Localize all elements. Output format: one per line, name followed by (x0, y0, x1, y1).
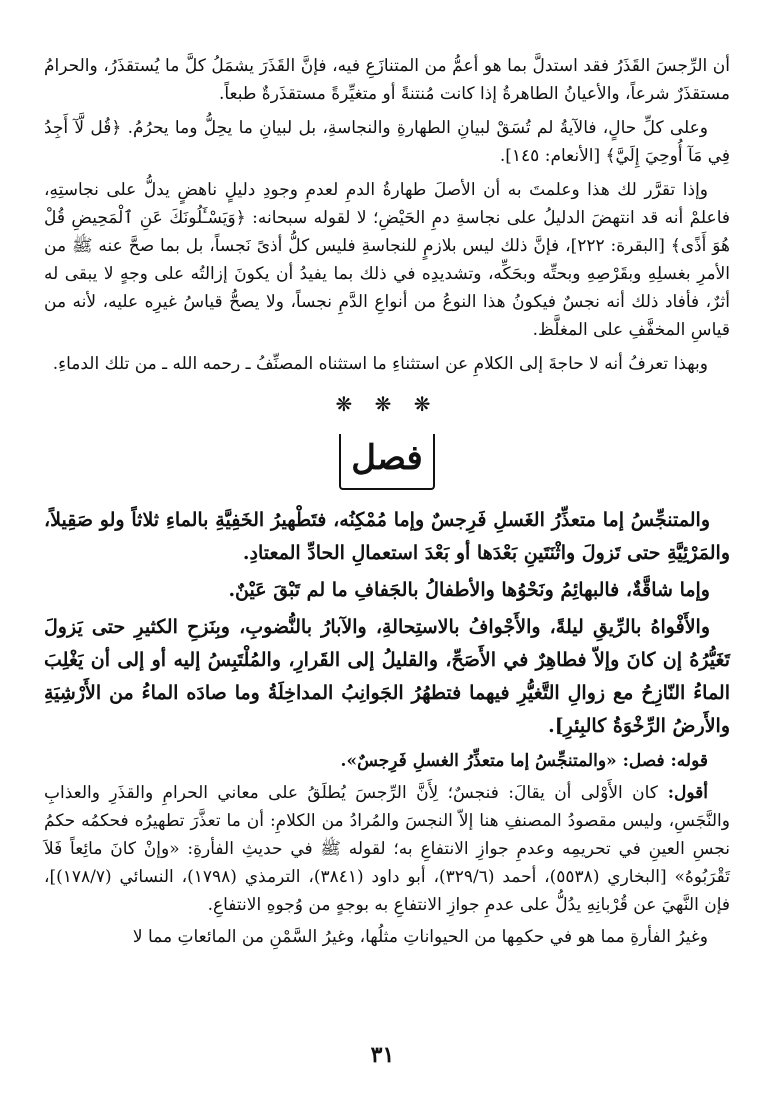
aqul-label: أقول: (657, 783, 708, 803)
qawl-paragraph (44, 747, 730, 775)
matn-paragraph-3: والأَفْواهُ بالرِّيقِ ليلةً، والأَجْوافُ بالاستِحالةِ، والآبارُ بالنُّضوبِ، وبِنَزحِ الكثيرِ حتى يَزولَ تَغَيُّرُهُ إن كانَ وإلاّ فطاهِرٌ في الأَصَحِّ، والقليلُ إلى القَرارِ، والمُلْتَبِسُ إليه أو إلى أن يَغْلِبَ الماءُ النّازِحُ مع زوالِ التَّغيُّرِ فيهما فتطهُرُ الجَوانِبُ المداخِلَةُ وما صادَه الماءُ من الأَرْشِيَةِ والأَرضُ الرِّخْوَةُ كالبِئرِ]. (44, 616, 730, 737)
paragraph-4: وبهذا تعرفُ أنه لا حاجةَ إلى الكلامِ عن استثناءِ ما استثناه المصنِّفُ ـ رحمه الله ـ من تلك الدماءِ. (52, 354, 708, 374)
matn-paragraph-2: وإما شاقَّةٌ، فالبهائِمُ ونَحْوُها والأطفالُ بالجَفافِ ما لم تَبْقَ عَيْنٌ. (228, 579, 710, 601)
page-number: ٣١ (370, 1042, 395, 1068)
ornament-divider: ❋ ❋ ❋ (335, 392, 439, 416)
matn-paragraph-1: والمتنجِّسُ إما متعذِّرُ الغَسلِ فَرِجسٌ وإما مُمْكِنُه، فتَطْهيرُ الخَفِيَّةِ بالماءِ ثلاثاً ولو صَقِيلاً، والمَرْئِيَّةِ حتى تَزولَ واثْنَتَينِ بَعْدَها أو بَعْدَ استعمالِ الحادِّ المعتادِ. (44, 509, 730, 564)
section-heading: فصل (339, 434, 435, 490)
section-heading-wrap (44, 434, 730, 490)
page-body (44, 52, 730, 951)
paragraph-3: وإذا تقرَّر لك هذا وعلمتَ به أن الأصلَ طهارةُ الدمِ لعدمِ وجودِ دليلٍ ناهضٍ يدلُّ على نجاستِهِ، فاعلمْ أنه قد انتهضَ الدليلُ على نجاسةِ دمِ الحَيْضِ؛ لا لقوله سبحانه: ﴿وَيَسْـَٔلُونَكَ عَنِ ٱلْمَحِيضِ قُلْ هُوَ أَذًى﴾ [البقرة: ٢٢٢]، فإنَّ ذلك ليس بلازمٍ للنجاسةِ فليس كلُّ أذىً نَجساً، بل بما صحَّ عنه ﷺ من الأمرِ بغسلِهِ وبقَرْصِهِ وبحتِّه وبحَكِّه، وتشديدِه في ذلك بما يفيدُ أن يكونَ إزالتُه على وجهٍ لا يبقى له أثرٌ، فأفاد ذلك أنه نجسٌ فيكونُ هذا النوعُ من أنواعِ الدَّمِ نجساً، ولا يصحُّ قياسُ غيرِه عليه، لأنه من قياسِ المخفَّفِ على المغلَّظ. (44, 180, 730, 340)
aqul-text: كان الأَوْلى أن يقالَ: فنجسٌ؛ لِأَنَّ الرِّجسَ يُطلَقُ على معاني الحرامِ والقذَرِ والعذابِ والنَّجَسِ، وليس مقصودُ المصنفِ هنا إلاّ النجسَ والمُرادُ من الكلامِ: أن ما تعذَّرَ تطهيرُه فحكمُه حكمُ نجسِ العينِ في تحريمِه وعدمِ جوازِ الانتفاعِ به؛ لقوله ﷺ في حديثِ الفأرةِ: «وإنْ كانَ مائِعاً فَلاَ تَقْرَبُوهُ» [البخاري (٥٥٣٨)، أحمد (٣٢٩/٦)، أبو داود (٣٨٤١)، الترمذي (١٧٩٨)، النسائي (١٧٨/٧)]، فإن النَّهيَ عن قُرْبانِهِ يدُلُّ على عدمِ جوازِ الانتفاعِ به بوجهٍ من وُجوهِ الانتفاعِ. (44, 783, 730, 915)
qawl-text: «والمتنجِّسُ إما متعذِّرُ الغسلِ فَرِجسٌ». (340, 751, 617, 771)
paragraph-1: أن الرِّجسَ القَذَرُ فقد استدلَّ بما هو أعمُّ من المتنازَعِ فيه، فإنَّ القَذَرَ يشمَلُ كلَّ ما يُستقذَرُ، والحرامُ مستقذَرٌ شرعاً، والأعيانُ الطاهرةُ إذا كانت مُنتنةً أو متغيِّرةً مستقذَرةٌ طبعاً. (44, 56, 730, 104)
last-paragraph: وغيرُ الفأرةِ مما هو في حكمِها من الحيواناتِ مثلُها، وغيرُ السَّمْنِ من المائعاتِ مما لا (132, 927, 708, 947)
aqul-paragraph (44, 779, 730, 919)
qawl-label: قوله: فصل: (616, 751, 708, 771)
paragraph-2: وعلى كلِّ حالٍ، فالآيةُ لم تُسَقْ لبيانِ الطهارةِ والنجاسةِ، بل لبيانِ ما يحِلُّ وما يحرُمُ. ﴿قُل لَّآ أَجِدُ فِي مَآ أُوحِيَ إِلَيَّ﴾ [الأنعام: ١٤٥]. (44, 118, 730, 166)
